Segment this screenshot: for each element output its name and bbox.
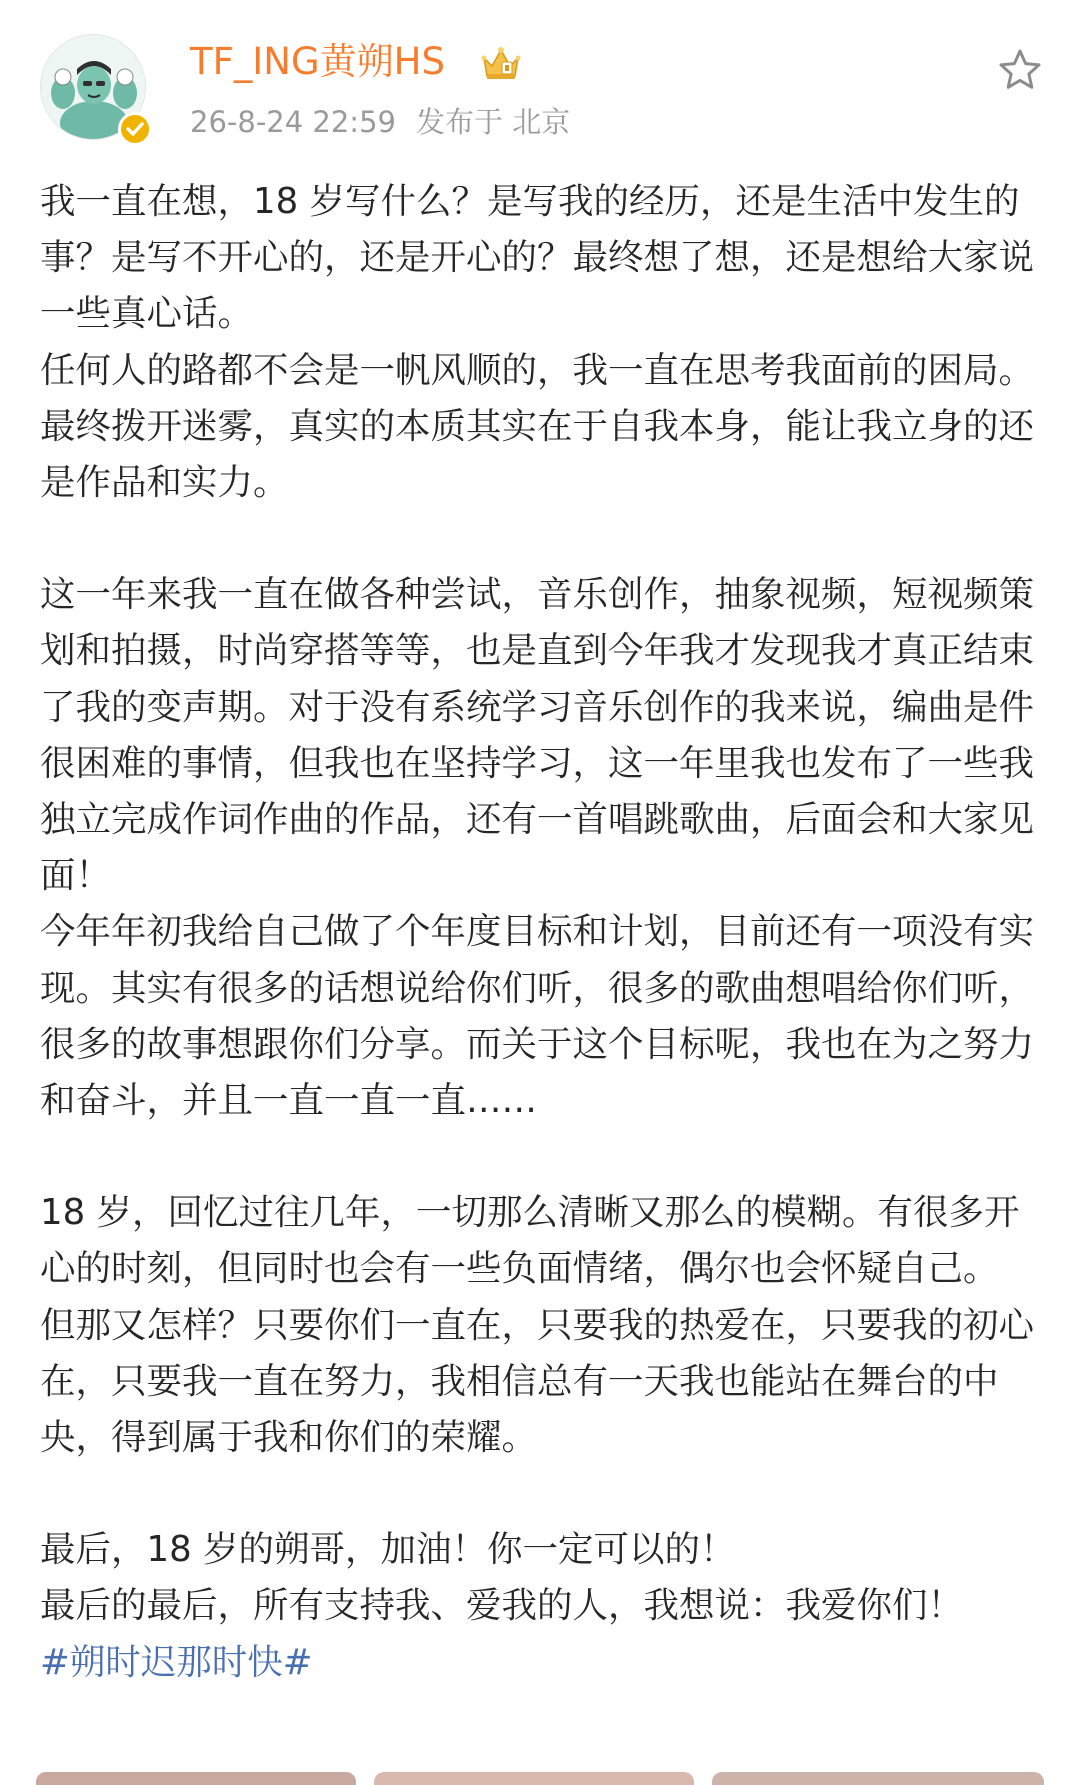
post-header — [0, 0, 1080, 150]
image-strip-edge — [36, 1772, 1044, 1785]
post-body — [40, 174, 1040, 1691]
image-thumb-edge[interactable] — [712, 1772, 1044, 1785]
verified-badge-icon — [118, 112, 152, 146]
paragraph: 这一年来我一直在做各种尝试，音乐创作，抽象视频，短视频策划和拍摄，时尚穿搭等等，也是直到今年我才发现我才真正结束了我的变声期。对于没有系统学习音乐创作的我来说，编曲是件很困难的事情，但我也在坚持学习，这一年里我也发布了一些我独立完成作词作曲的作品，还有一首唱跳歌曲，后面会和大家见面！ — [40, 574, 1035, 897]
paragraph-gap — [40, 1466, 1040, 1522]
star-icon[interactable] — [996, 46, 1044, 94]
hashtag-link[interactable]: #朔时迟那时快# — [40, 1641, 313, 1683]
paragraph: 我一直在想，18 岁写什么？是写我的经历，还是生活中发生的事？是写不开心的，还是开心的？最终想了想，还是想给大家说一些真心话。 — [40, 181, 1035, 335]
paragraph: 任何人的路都不会是一帆风顺的，我一直在思考我面前的困局。最终拨开迷雾，真实的本质其实在于自我本身，能让我立身的还是作品和实力。 — [40, 349, 1035, 504]
username[interactable]: TF_ING黄朔HS — [190, 40, 445, 83]
crown-badge-icon[interactable] — [478, 44, 524, 82]
paragraph: 今年年初我给自己做了个年度目标和计划，目前还有一项没有实现。其实有很多的话想说给你们听，很多的歌曲想唱给你们听，很多的故事想跟你们分享。而关于这个目标呢，我也在为之努力和奋斗，并且一直一直一直…… — [40, 911, 1035, 1122]
image-thumb-edge[interactable] — [374, 1772, 694, 1785]
post-meta — [190, 104, 570, 140]
image-thumb-edge[interactable] — [36, 1772, 356, 1785]
paragraph-gap — [40, 1129, 1040, 1185]
paragraph: 但那又怎样？只要你们一直在，只要我的热爱在，只要我的初心在，只要我一直在努力，我相信总有一天我也能站在舞台的中央，得到属于我和你们的荣耀。 — [40, 1304, 1035, 1459]
paragraph-gap — [40, 511, 1040, 567]
paragraph: 最后的最后，所有支持我、爱我的人，我想说：我爱你们！ — [40, 1585, 964, 1627]
post-location: 发布于 北京 — [415, 105, 571, 139]
paragraph: 最后，18 岁的朔哥，加油！你一定可以的！ — [40, 1529, 736, 1571]
post-date: 26-8-24 22:59 — [190, 105, 396, 139]
paragraph: 18 岁，回忆过往几年，一切那么清晰又那么的模糊。有很多开心的时刻，但同时也会有一些负面情绪，偶尔也会怀疑自己。 — [40, 1192, 1020, 1290]
